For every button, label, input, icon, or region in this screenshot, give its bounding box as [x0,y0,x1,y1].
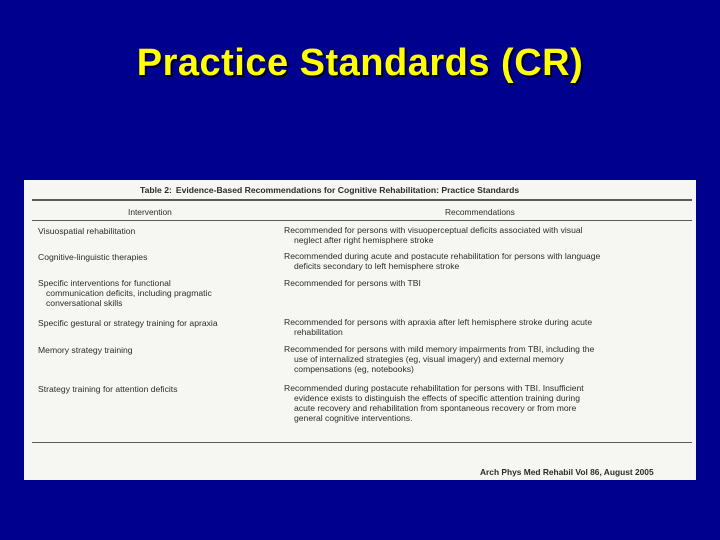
table-row-recommendation: Recommended for persons with visuoperceptual deficits associated with visual neglect after right hemisphere stroke [284,225,583,245]
table-row-recommendation: Recommended during postacute rehabilitation for persons with TBI. Insufficient evidence exists to distinguish the effects of specific attention training during acute recovery and rehabilitation from spontaneous recovery or from more general cognitive interventions. [284,383,584,423]
table-row-intervention: Strategy training for attention deficits [38,384,178,394]
table-row-recommendation: Recommended for persons with TBI [284,278,421,288]
table-row-recommendation: Recommended during acute and postacute rehabilitation for persons with language deficits secondary to left hemisphere stroke [284,251,601,271]
journal-citation: Arch Phys Med Rehabil Vol 86, August 2005 [480,467,654,477]
table-top-rule [32,199,692,201]
column-header-recommendations: Recommendations [445,207,515,217]
table-row-intervention: Specific gestural or strategy training for apraxia [38,318,218,328]
slide-title: Practice Standards (CR) [136,42,584,84]
table-row-intervention: Memory strategy training [38,345,133,355]
table-bottom-rule [32,442,692,443]
table-row-intervention: Visuospatial rehabilitation [38,226,136,236]
table-label: Table 2: [140,185,172,195]
table-row-recommendation: Recommended for persons with mild memory impairments from TBI, including the use of internalized strategies (eg, visual imagery) and external memory compensations (eg, notebooks) [284,344,595,374]
table-caption-text: Evidence-Based Recommendations for Cognitive Rehabilitation: Practice Standards [175,185,520,195]
table-caption [140,185,519,195]
scanned-table-image [24,180,696,480]
table-row-recommendation: Recommended for persons with apraxia after left hemisphere stroke during acute rehabilitation [284,317,593,337]
table-row-intervention: Cognitive-linguistic therapies [38,252,148,262]
table-row-intervention: Specific interventions for functional communication deficits, including pragmatic conversational skills [38,278,212,308]
table-header-rule [32,220,692,221]
column-header-intervention: Intervention [128,207,172,217]
